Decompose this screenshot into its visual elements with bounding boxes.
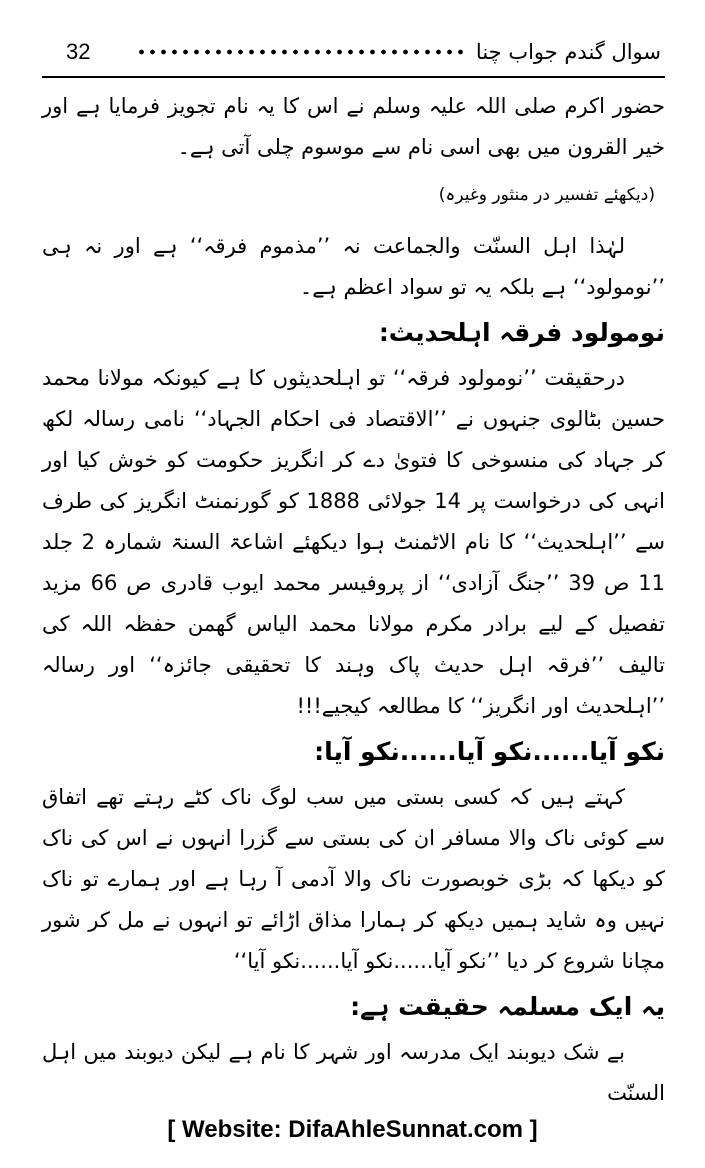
page-body <box>42 86 665 1114</box>
page-header <box>42 28 665 76</box>
website-footer: [ Website: DifaAhleSunnat.com ] <box>167 1116 538 1143</box>
dotted-divider <box>136 49 466 55</box>
section-heading-3: یہ ایک مسلمہ حقیقت ہے: <box>350 992 665 1021</box>
paragraph-1: حضور اکرم صلی اللہ علیہ وسلم نے اس کا یہ نام تجویز فرمایا ہے اور خیر القرون میں بھی اسی نام سے موسوم چلی آتی ہے۔ <box>42 94 665 159</box>
reference-note: (دیکھئے تفسیر در منثور وغیرہ) <box>438 185 655 205</box>
section-heading-2: نکو آیا......نکو آیا......نکو آیا: <box>314 737 665 766</box>
paragraph-5: بے شک دیوبند ایک مدرسہ اور شہر کا نام ہے لیکن دیوبند میں اہل السنّت <box>42 1040 665 1105</box>
paragraph-2: لہٰذا اہل السنّت والجماعت نہ ’’مذموم فرقہ‘‘ ہے اور نہ ہی ’’نومولود‘‘ ہے بلکہ یہ تو سواد اعظم ہے۔ <box>42 234 665 299</box>
header-rule <box>42 76 665 78</box>
paragraph-3: درحقیقت ’’نومولود فرقہ‘‘ تو اہلحدیثوں کا ہے کیونکہ مولانا محمد حسین بٹالوی جنہوں نے ’’الاقتصاد فی احکام الجہاد‘‘ نامی رسالہ لکھ کر جہاد کی منسوخی کا فتویٰ دے کر انگریز حکومت کو خوش کیا اور انہی کی درخواست پر 14 جولائی 1888 کو گورنمنٹ انگریز کی طرف سے ’’اہلحدیث‘‘ کا نام الاٹمنٹ ہوا دیکھئے اشاعۃ السنۃ شمارہ 2 جلد 11 ص 39 ’’جنگ آزادی‘‘ از پروفیسر محمد ایوب قادری ص 66 مزید تفصیل کے لیے برادر مکرم مولانا محمد الیاس گھمن حفظہ اللہ کی تالیف ’’فرقہ اہل حدیث پاک وہند کا تحقیقی جائزہ‘‘ اور رسالہ ’’اہلحدیث اور انگریز‘‘ کا مطالعہ کیجیے!!! <box>42 366 665 718</box>
paragraph-4: کہتے ہیں کہ کسی بستی میں سب لوگ ناک کٹے رہتے تھے اتفاق سے کوئی ناک والا مسافر ان کی بستی سے گزرا انہوں نے اس کی ناک کو دیکھا کہ بڑی خوبصورت ناک والا آدمی آ رہا ہے اور ہمارے تو ناک نہیں وہ شاید ہمیں دیکھ کر ہمارا مذاق اڑائے تو انہوں نے مل کر شور مچانا شروع کر دیا ’’نکو آیا......نکو آیا......نکو آیا‘‘ <box>42 785 665 973</box>
book-title: سوال گندم جواب چنا <box>475 40 661 64</box>
page-number: 32 <box>66 39 91 64</box>
section-heading-1: نومولود فرقہ اہلحدیث: <box>378 318 665 347</box>
